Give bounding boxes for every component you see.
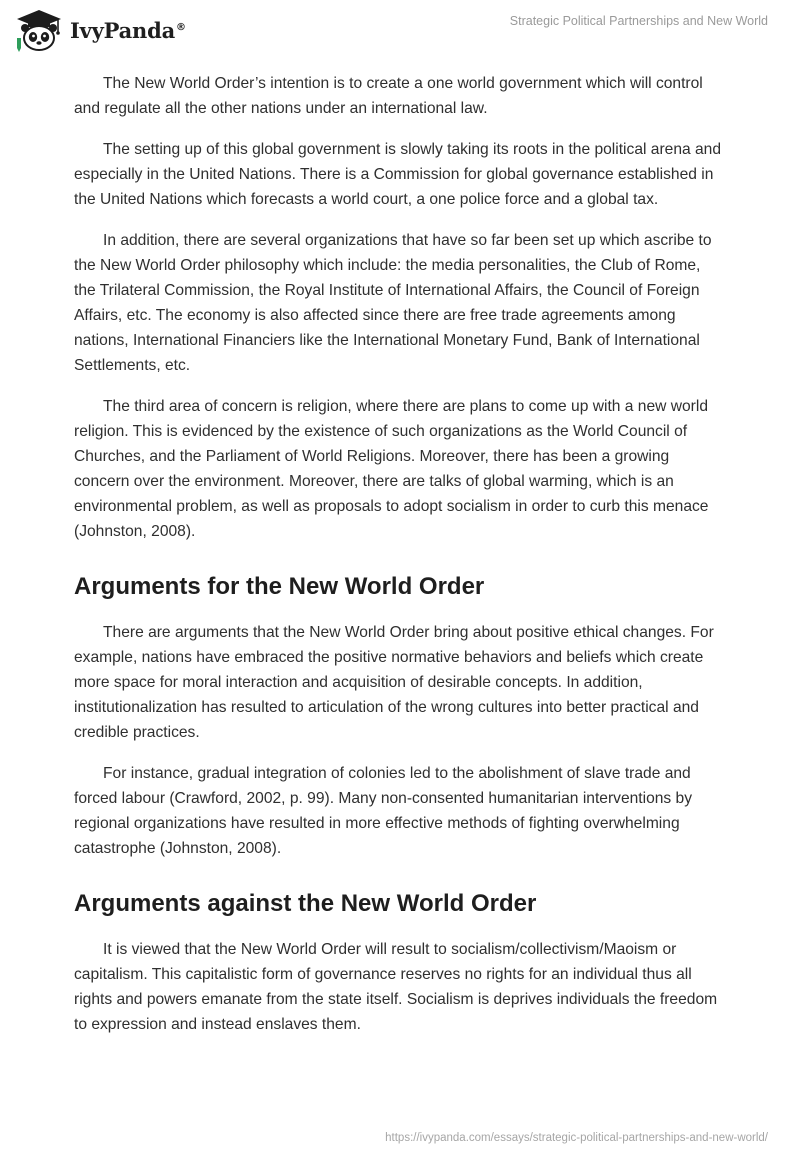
paragraph: There are arguments that the New World Order bring about positive ethical changes. For example, nations have embraced the positive normative behaviors and beliefs which create more space for moral interaction and acquisition of desirable concepts. In addition, institutionalization has resulted to articulation of the wrong cultures into better practical and credible practices. [74, 624, 714, 741]
section-heading-arguments-for: Arguments for the New World Order [74, 573, 485, 600]
paragraph: The third area of concern is religion, where there are plans to come up with a new world religion. This is evidenced by the existence of such organizations as the World Council of Churches, and the Parliament of World Religions. Moreover, there has been a growing concern over the environment. Moreover, there are talks of global warming, which is an environmental problem, as well as proposals to adopt socialism in order to curb this menace (Johnston, 2008). [74, 398, 709, 540]
section-heading-arguments-against: Arguments against the New World Order [74, 890, 537, 917]
document-title: Strategic Political Partnerships and New World [509, 14, 768, 28]
paragraph: For instance, gradual integration of colonies led to the abolishment of slave trade and forced labour (Crawford, 2002, p. 99). Many non-consented humanitarian interventions by regional organizations have resulted in more effective methods of fighting overwhelming catastrophe (Johnston, 2008). [74, 765, 693, 857]
brand-logo[interactable] [14, 8, 186, 52]
paragraph: The setting up of this global government is slowly taking its roots in the political arena and especially in the United Nations. There is a Commission for global governance established in the United Nations which forecasts a world court, a one police force and a global tax. [74, 141, 722, 208]
page-header [0, 0, 800, 62]
paragraph: In addition, there are several organizations that have so far been set up which ascribe to the New World Order philosophy which include: the media personalities, the Club of Rome, the Trilateral Commission, the Royal Institute of International Affairs, the Council of Foreign Affairs, etc. The economy is also affected since there are free trade agreements among nations, International Financiers like the International Monetary Fund, Bank of International Settlements, etc. [74, 232, 712, 374]
paragraph: The New World Order’s intention is to create a one world government which will control and regulate all the other nations under an international law. [74, 75, 703, 117]
brand-name: IvyPanda® [70, 17, 186, 43]
registered-mark: ® [176, 21, 186, 33]
source-url-link[interactable]: https://ivypanda.com/essays/strategic-political-partnerships-and-new-world/ [385, 1132, 768, 1144]
essay-body [74, 71, 724, 1053]
paragraph: It is viewed that the New World Order will result to socialism/collectivism/Maoism or capitalism. This capitalistic form of governance reserves no rights for an individual thus all rights and powers emanate from the state itself. Socialism is deprives individuals the freedom to expression and instead enslaves them. [74, 941, 718, 1033]
panda-graduate-icon [14, 8, 64, 52]
